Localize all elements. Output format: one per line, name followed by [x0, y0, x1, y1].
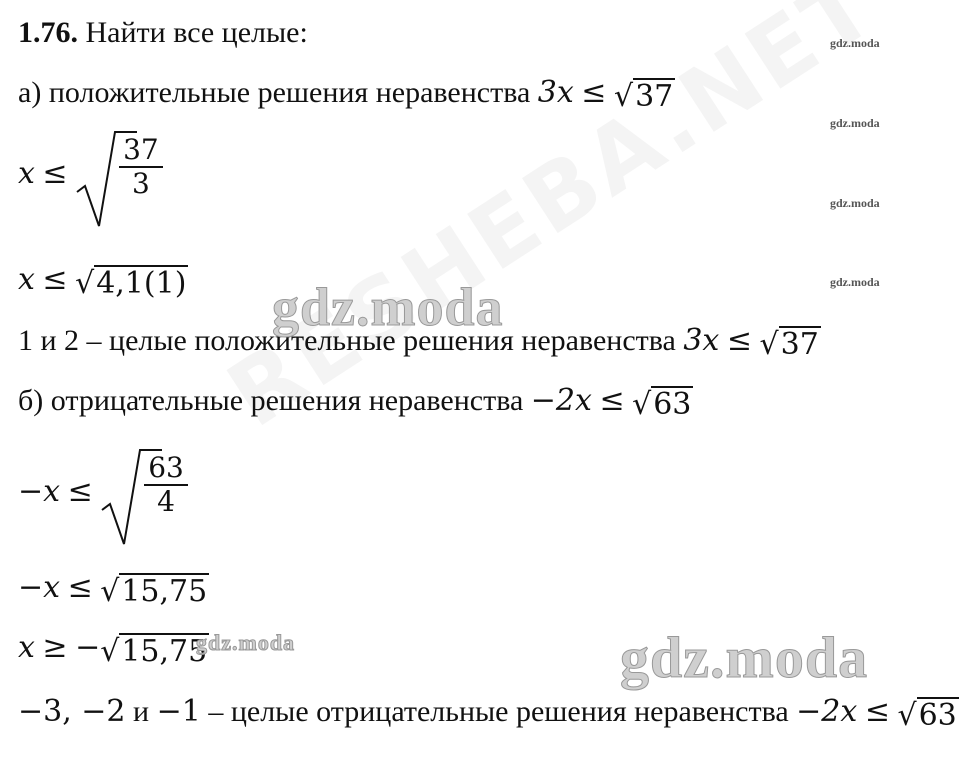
watermark-large: gdz.moda	[620, 625, 869, 690]
radical-sign: √	[100, 574, 120, 610]
sqrt-expression	[759, 326, 821, 363]
part-b-statement	[18, 383, 693, 423]
part-b-step2-rel: ≤	[67, 570, 93, 605]
radical-sign: √	[897, 698, 917, 734]
part-b-step2-lhs: −x	[18, 570, 61, 605]
sqrt-expression	[632, 386, 693, 423]
part-b-answer-text: – целые отрицательные решения неравенства	[208, 695, 789, 728]
part-b-step1-lhs: −x	[18, 474, 61, 509]
part-b-step3-sign: −	[75, 630, 101, 665]
part-b-answer-rel: ≤	[864, 694, 890, 729]
part-a-answer-rel: ≤	[726, 323, 752, 358]
part-a-step1-rel: ≤	[42, 156, 68, 191]
sqrt-expression	[100, 633, 209, 670]
problem-header	[18, 18, 308, 48]
part-a-step1	[18, 133, 163, 200]
part-a-step2-radicand: 4,1(1)	[96, 266, 187, 302]
part-a-answer-text: 1 и 2 – целые положительные решения неравенства	[18, 324, 676, 357]
sqrt-expression	[100, 573, 209, 610]
big-radical-sign	[75, 130, 137, 230]
fraction-numerator: 63	[144, 454, 188, 486]
part-a-ineq-lhs: 3x	[537, 75, 574, 110]
part-a-answer-lhs: 3x	[683, 323, 720, 358]
part-a-step2-lhs: x	[18, 262, 35, 297]
part-b-step2-radicand: 15,75	[121, 574, 208, 610]
part-b-step1	[18, 451, 188, 518]
watermark-small: gdz.moda	[830, 116, 880, 130]
part-b-answer-last: −1	[156, 694, 201, 729]
part-b-answer-lhs: −2x	[796, 694, 858, 729]
part-a-step2-rel: ≤	[42, 262, 68, 297]
fraction-numerator: 37	[119, 136, 163, 168]
watermark-medium: gdz.moda	[196, 630, 296, 655]
radical-sign: √	[759, 327, 779, 363]
radical-sign: √	[632, 387, 652, 423]
problem-task: Найти все целые:	[85, 16, 308, 49]
part-b-answer-radicand: 63	[918, 698, 957, 734]
watermark-large: gdz.moda	[272, 277, 504, 337]
sqrt-expression	[897, 697, 958, 734]
fraction-denominator: 4	[157, 485, 175, 518]
radical-sign: √	[75, 266, 95, 302]
watermark-small: gdz.moda	[830, 36, 880, 50]
sqrt-expression	[613, 78, 675, 115]
part-a-ineq-rel: ≤	[581, 75, 607, 110]
part-b-step3-rel: ≥	[42, 630, 68, 665]
part-b-step3-lhs: x	[18, 630, 35, 665]
part-b-ineq-lhs: −2x	[530, 383, 592, 418]
part-b-answer	[18, 694, 959, 734]
part-b-step1-rel: ≤	[67, 474, 93, 509]
part-b-step3-radicand: 15,75	[121, 634, 208, 670]
fraction-denominator: 3	[131, 167, 150, 200]
radical-sign: √	[613, 79, 634, 115]
part-b-ineq-rel: ≤	[599, 383, 625, 418]
part-b-label: б)	[18, 384, 44, 417]
part-a-answer-radicand: 37	[780, 327, 819, 363]
sqrt-fraction-expression	[100, 451, 188, 518]
part-a-text: положительные решения неравенства	[48, 76, 531, 109]
part-b-text: отрицательные решения неравенства	[50, 384, 524, 417]
part-b-step3	[18, 630, 209, 670]
part-b-answer-and: и	[133, 695, 150, 728]
part-a-ineq-radicand: 37	[635, 79, 674, 115]
radical-sign: √	[100, 634, 120, 670]
watermark-small: gdz.moda	[830, 196, 880, 210]
part-a-step2	[18, 262, 188, 302]
part-a-label: а)	[18, 76, 42, 109]
sqrt-expression	[75, 265, 188, 302]
big-radical-sign	[100, 448, 162, 548]
part-b-ineq-radicand: 63	[653, 387, 692, 423]
diagonal-watermark	[210, 0, 895, 448]
part-a-step1-lhs: x	[18, 156, 35, 191]
part-b-answer-values: −3, −2	[18, 694, 126, 729]
watermark-small: gdz.moda	[830, 275, 880, 289]
problem-number: 1.76.	[18, 16, 78, 49]
part-a-statement	[18, 75, 675, 115]
part-b-step2	[18, 570, 209, 610]
sqrt-fraction-expression	[75, 133, 163, 200]
